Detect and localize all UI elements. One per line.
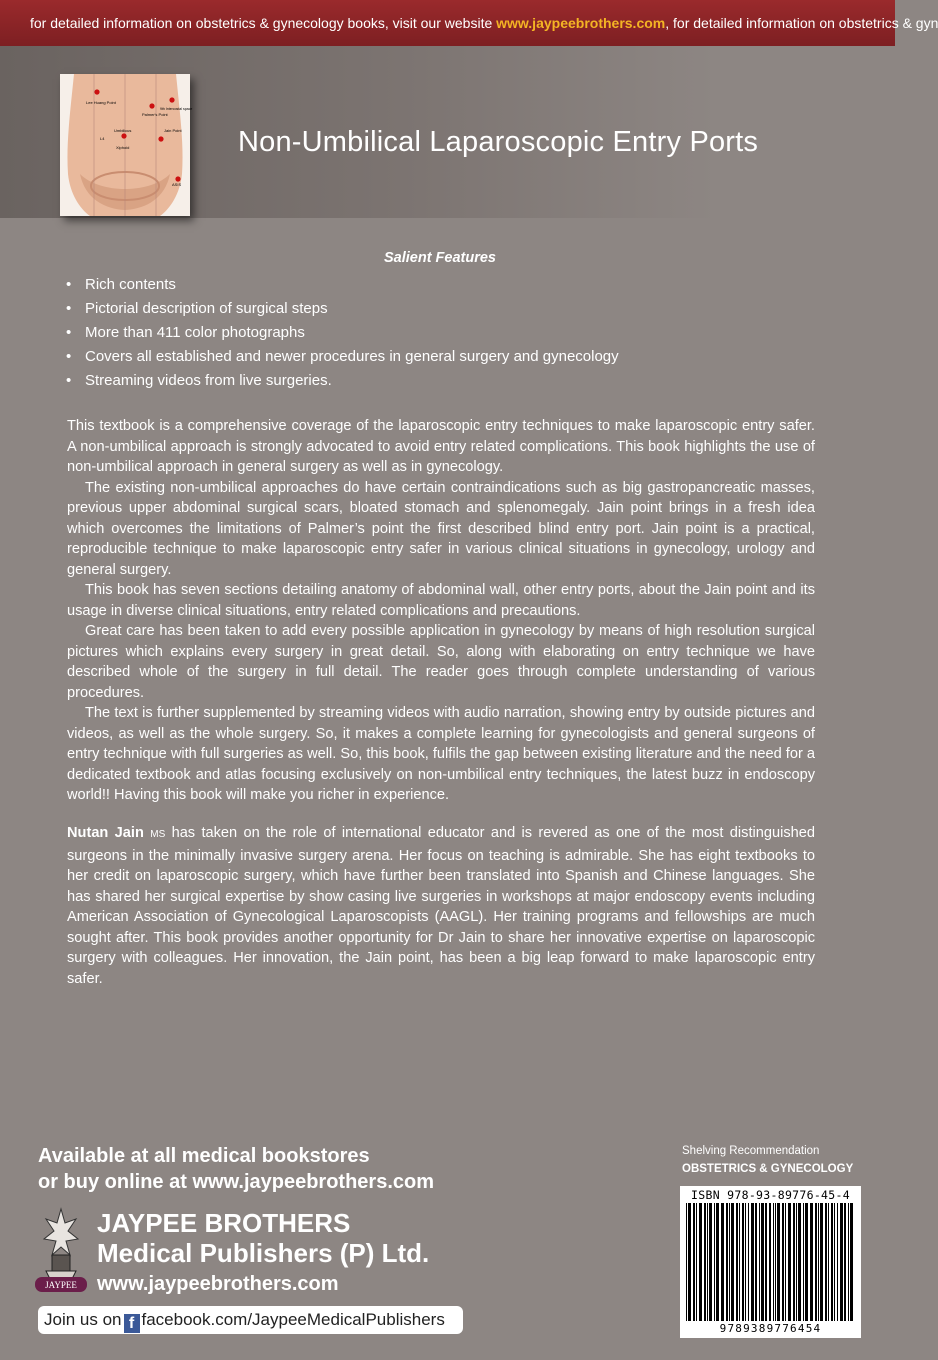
barcode-bar xyxy=(716,1203,719,1321)
barcode-bar xyxy=(739,1203,740,1321)
feature-item: • Covers all established and newer procedures in general surgery and gynecology xyxy=(66,346,619,370)
barcode-bar xyxy=(704,1203,706,1321)
salient-features-heading: Salient Features xyxy=(383,250,496,266)
barcode-bar xyxy=(834,1203,835,1321)
publisher-website-link[interactable]: www.jaypeebrothers.com xyxy=(97,1273,339,1295)
banner-website-link[interactable]: www.jaypeebrothers.com xyxy=(496,15,666,31)
description-paragraph: Great care has been taken to add every possible application in gynecology by means of high resolution surgical pictures which explains every surgery in great detail. So, along with elaborating on entry technique we have described whole of the surgery in full detail. The reader goes through complete understanding of various procedures. xyxy=(67,623,815,701)
author-bio xyxy=(67,823,815,989)
barcode-bar xyxy=(793,1203,795,1321)
shelving-category: OBSTETRICS & GYNECOLOGY xyxy=(682,1163,854,1175)
barcode-bar xyxy=(726,1203,728,1321)
barcode-bar xyxy=(825,1203,827,1321)
barcode-bar xyxy=(736,1203,738,1321)
description-paragraph: This textbook is a comprehensive coverage of the laparoscopic entry techniques to make laparoscopic entry safer. A non-umbilical approach is strongly advocated to avoid entry related complications. This book highlights the use of non-umbilical approach in general surgery as well as in gynecology. xyxy=(67,418,815,475)
description-paragraph: This book has seven sections detailing anatomy of abdominal wall, other entry ports, about the Jain point and its usage in diverse clinical situations, entry related complications and precautions. xyxy=(67,582,815,619)
banner-text-continued: , for detailed information on obstetrics & gyn xyxy=(665,15,938,31)
availability-line: or buy online at www.jaypeebrothers.com xyxy=(38,1171,435,1193)
barcode-bar xyxy=(773,1203,774,1321)
barcode-bar xyxy=(831,1203,833,1321)
barcode-bar xyxy=(748,1203,749,1321)
description-paragraph: The text is further supplemented by streaming videos with audio narration, showing entry by outside pictures and videos, as well as the whole surgery. So, it makes a complete learning for gynecologists and general surgeons of entry technique with full surgeries as well. So, this book, fulfils the gap between existing literature and the need for a dedicated textbook and atlas focusing exclusively on non-umbilical entry techniques, the latest buzz in endoscopy world!! Having this book will make you richer in experience. xyxy=(67,705,815,803)
barcode-bar xyxy=(729,1203,730,1321)
facebook-icon: f xyxy=(124,1314,140,1333)
thumb-label: L4 xyxy=(100,136,105,141)
barcode-bar xyxy=(818,1203,819,1321)
barcode-bar xyxy=(777,1203,780,1321)
barcode-bar xyxy=(714,1203,715,1321)
barcode-bar xyxy=(765,1203,767,1321)
barcode-bar xyxy=(745,1203,746,1321)
author-degree: MS xyxy=(150,829,166,840)
barcode-bar xyxy=(805,1203,808,1321)
join-us-text: Join us on xyxy=(44,1310,122,1329)
barcode-bar xyxy=(782,1203,784,1321)
barcode-bar xyxy=(810,1203,813,1321)
barcode-bar xyxy=(759,1203,760,1321)
shelving-label: Shelving Recommendation xyxy=(682,1145,820,1157)
barcode-bars xyxy=(686,1203,855,1321)
abdomen-illustration xyxy=(60,74,193,216)
thumb-label: Palmer's Point xyxy=(142,112,168,117)
publisher-name-line: Medical Publishers (P) Ltd. xyxy=(97,1238,430,1268)
publisher-name-line: JAYPEE BROTHERS xyxy=(97,1208,351,1238)
author-bio-text: has taken on the role of international educator and is revered as one of the most distinguished surgeons in the minimally invasive surgery arena. Her focus on teaching is admirable. She has eight textbooks to her credit on laparoscopic surgery, which have further been translated into Spanish and Chinese languages. She has shared her surgical expertise by show casing live surgeries in workshops at major endoscopy events including American Association of Gynecological Laparoscopists (AAGL). Her training programs and fellowships are much sought after. This book provides another opportunity for Dr Jain to share her innovative expertise on laparoscopic surgery with colleagues. Her innovation, the Jain point, has been a big leap forward to make laparoscopic entry safer. xyxy=(67,825,815,987)
availability-line: Available at all medical bookstores xyxy=(38,1145,370,1167)
facebook-url[interactable]: facebook.com/JaypeeMedicalPublishers xyxy=(141,1310,445,1329)
barcode-bar xyxy=(803,1203,804,1321)
features-list xyxy=(66,274,619,394)
barcode-bar xyxy=(837,1203,838,1321)
feature-item: • More than 411 color photographs xyxy=(66,322,619,346)
barcode-bar xyxy=(820,1203,823,1321)
barcode-bar xyxy=(721,1203,724,1321)
book-title: Non-Umbilical Laparoscopic Entry Ports xyxy=(238,126,759,158)
barcode-bar xyxy=(755,1203,757,1321)
isbn-digits: 9789389776454 xyxy=(719,1322,822,1335)
barcode-bar xyxy=(688,1203,691,1321)
barcode-bar xyxy=(850,1203,853,1321)
barcode-bar xyxy=(788,1203,791,1321)
feature-item: • Rich contents xyxy=(66,274,619,298)
barcode-bar xyxy=(751,1203,754,1321)
thumb-label: 9th Intercostal space xyxy=(160,107,193,111)
availability-notice xyxy=(38,1143,434,1195)
facebook-banner[interactable] xyxy=(38,1306,463,1334)
publisher-name xyxy=(97,1208,429,1268)
barcode-bar xyxy=(775,1203,776,1321)
barcode-bar xyxy=(731,1203,734,1321)
feature-item: • Streaming videos from live surgeries. xyxy=(66,370,619,394)
barcode-bar xyxy=(686,1203,687,1321)
jaypee-logo-icon xyxy=(32,1205,90,1295)
barcode-bar xyxy=(785,1203,786,1321)
feature-item: • Pictorial description of surgical steps xyxy=(66,298,619,322)
barcode-bar xyxy=(709,1203,712,1321)
barcode-bar xyxy=(693,1203,695,1321)
author-name: Nutan Jain xyxy=(67,825,144,841)
barcode-bar xyxy=(699,1203,702,1321)
top-banner xyxy=(0,0,938,46)
anatomy-thumbnail xyxy=(60,74,193,216)
logo-text: JAYPEE xyxy=(45,1280,77,1290)
barcode-bar xyxy=(848,1203,849,1321)
banner-text: for detailed information on obstetrics & gynecology books, visit our website xyxy=(30,15,497,31)
barcode-bar xyxy=(696,1203,697,1321)
barcode-bar xyxy=(796,1203,797,1321)
thumb-label: Xiphoid xyxy=(116,145,130,150)
barcode-bar xyxy=(840,1203,843,1321)
barcode-bar xyxy=(844,1203,846,1321)
book-description xyxy=(67,416,815,806)
barcode-bar xyxy=(798,1203,801,1321)
thumb-label: Jain Point xyxy=(164,128,182,133)
thumb-label: ASIS xyxy=(172,182,182,187)
barcode-bar xyxy=(742,1203,744,1321)
thumb-label: Lee Huang Point xyxy=(86,100,116,105)
description-paragraph: The existing non-umbilical approaches do have certain contraindications such as big gastropancreatic masses, previous upper abdominal surgical scars, bloated stomach and splenomegaly. Jain point brings in a fresh idea which overcomes the limitations of Palmer’s point the first described blind entry port. Jain point is a practical, reproducible technique to make laparoscopic entry safer in various clinical situations in gynecology, urology and general surgery. xyxy=(67,479,815,578)
isbn-text: ISBN 978-93-89776-45-4 xyxy=(691,1188,850,1202)
thumb-label: Umbilicus xyxy=(114,128,132,133)
barcode-bar xyxy=(707,1203,708,1321)
barcode-bar xyxy=(769,1203,771,1321)
barcode-bar xyxy=(815,1203,817,1321)
barcode-bar xyxy=(761,1203,764,1321)
barcode-bar xyxy=(828,1203,829,1321)
isbn-barcode xyxy=(680,1186,861,1338)
